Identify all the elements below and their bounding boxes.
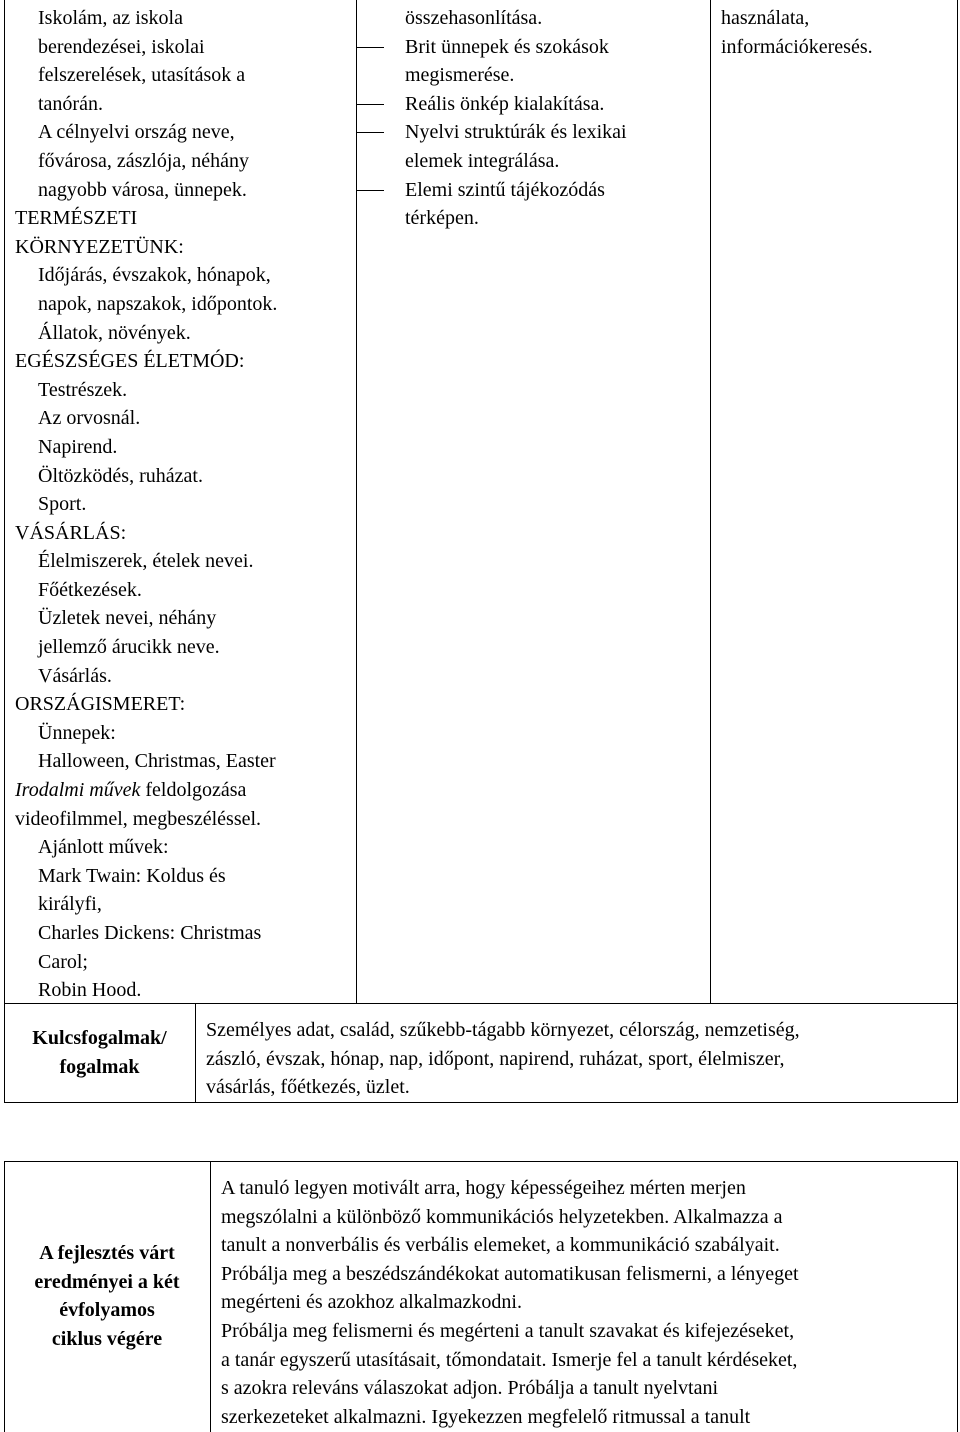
table2-right-border <box>957 1161 958 1432</box>
keywords-label <box>4 1024 195 1081</box>
table1-right-border <box>957 0 958 1103</box>
topic-line: Ajánlott művek: <box>38 836 169 859</box>
topic-line: Iskolám, az iskola <box>38 7 183 29</box>
topic-line: berendezései, iskolai <box>38 35 205 58</box>
topic-line: Irodalmi művek feldolgozása <box>15 779 247 802</box>
activity-line: használata, <box>721 7 810 29</box>
topic-line: Napirend. <box>38 435 118 458</box>
topic-line: Üzletek nevei, néhány <box>38 607 217 630</box>
outcome-line: Próbálja meg a beszédszándékokat automatikusan felismerni, a lényeget <box>221 1262 799 1285</box>
italic-phrase: Irodalmi művek <box>15 779 141 802</box>
topic-line: A célnyelvi ország neve, <box>38 121 235 144</box>
activities-column <box>721 4 955 61</box>
topic-line: EGÉSZSÉGES ÉLETMÓD: <box>15 350 245 373</box>
outcomes-label <box>4 1239 210 1353</box>
topic-line: Sport. <box>38 493 87 516</box>
outcomes-label-line: A fejlesztés várt <box>39 1242 175 1264</box>
goal-line: elemek integrálása. <box>405 149 560 172</box>
topic-line: Ünnepek: <box>38 721 116 744</box>
goal-line: Brit ünnepek és szokások <box>356 33 708 62</box>
topic-line: Az orvosnál. <box>38 407 141 430</box>
topic-line: fővárosa, zászlója, néhány <box>38 149 250 172</box>
topic-line: videofilmmel, megbeszéléssel. <box>15 807 262 830</box>
topic-line: Testrészek. <box>38 378 128 401</box>
topic-line: VÁSÁRLÁS: <box>15 521 127 544</box>
table2-top-border <box>4 1161 958 1162</box>
topic-line: Főétkezések. <box>38 578 142 601</box>
activity-line: információkeresés. <box>721 35 873 58</box>
topic-line: nagyobb városa, ünnepek. <box>38 178 247 201</box>
table1-left-border <box>4 0 5 1103</box>
topics-list <box>15 4 353 1005</box>
outcome-line: tanult a nonverbális és verbális elemeket, a kommunikáció szabályait. <box>221 1234 780 1257</box>
goal-line: térképen. <box>405 207 479 230</box>
activities-list <box>721 4 955 61</box>
topic-line: jellemző árucikk neve. <box>38 636 220 659</box>
topic-line: ORSZÁGISMERET: <box>15 693 186 716</box>
goal-line: Nyelvi struktúrák és lexikai <box>356 118 708 147</box>
topic-line: Állatok, növények. <box>38 321 191 344</box>
goals-list <box>356 4 708 233</box>
outcomes-label-line: eredményei a két <box>34 1270 180 1293</box>
keywords-line: Személyes adat, család, szűkebb-tágabb környezet, célország, nemzetiség, <box>206 1019 800 1041</box>
topic-line: KÖRNYEZETÜNK: <box>15 235 184 258</box>
keywords-line: zászló, évszak, hónap, nap, időpont, napirend, ruházat, sport, élelmiszer, <box>206 1047 785 1070</box>
outcome-line: A tanuló legyen motivált arra, hogy képességeihez mérten merjen <box>221 1177 746 1199</box>
topic-line: TERMÉSZETI <box>15 207 138 230</box>
topic-line: királyfi, <box>38 893 102 916</box>
goal-line: Elemi szintű tájékozódás <box>356 176 708 205</box>
keywords-text <box>206 1016 956 1102</box>
topic-line: tanórán. <box>38 92 103 115</box>
outcome-line: a tanár egyszerű utasításait, tőmondatait. Ismerje fel a tanult kérdéseket, <box>221 1348 798 1371</box>
topic-line: Időjárás, évszakok, hónapok, <box>38 264 271 287</box>
goal-line: megismerése. <box>405 64 515 87</box>
keywords-label-line: fogalmak <box>59 1055 140 1078</box>
outcomes-label-line: ciklus végére <box>51 1327 163 1350</box>
goals-column <box>356 4 708 233</box>
topic-line: Élelmiszerek, ételek nevei. <box>38 550 254 573</box>
topic-line: Mark Twain: Koldus és <box>38 864 226 887</box>
topic-line: Robin Hood. <box>38 979 142 1002</box>
keywords-line: vásárlás, főétkezés, üzlet. <box>206 1076 410 1099</box>
topic-line: napok, napszakok, időpontok. <box>38 292 278 315</box>
outcome-line: megérteni és azokhoz alkalmazkodni. <box>221 1291 522 1314</box>
topic-line: Öltözködés, ruházat. <box>38 464 203 487</box>
outcome-line: Próbálja meg felismerni és megérteni a tanult szavakat és kifejezéseket, <box>221 1319 795 1342</box>
outcomes-text <box>221 1174 955 1431</box>
topic-line: Vásárlás. <box>38 664 112 687</box>
outcome-line: szerkezeteket alkalmazni. Igyekezzen megfelelő ritmussal a tanult <box>221 1405 751 1428</box>
goal-line: összehasonlítása. <box>405 7 543 29</box>
topic-line: Halloween, Christmas, Easter <box>38 750 276 773</box>
goal-line: Reális önkép kialakítása. <box>356 90 708 119</box>
table1-bottom-border <box>4 1102 958 1103</box>
topic-line: felszerelések, utasítások a <box>38 64 246 87</box>
topics-column <box>15 4 353 1005</box>
topic-line: Charles Dickens: Christmas <box>38 922 262 944</box>
topic-line: Carol; <box>38 950 88 973</box>
outcomes-label-line: évfolyamos <box>59 1299 155 1322</box>
outcome-line: megszólalni a különböző kommunikációs helyzetekben. Alkalmazza a <box>221 1205 783 1228</box>
table1-keyword-divider <box>195 1003 196 1103</box>
table2-col-divider <box>210 1161 211 1432</box>
table1-col-divider-2 <box>710 0 711 1003</box>
outcome-line: s azokra releváns válaszokat adjon. Próbálja a tanult nyelvtani <box>221 1377 719 1400</box>
keywords-label-line: Kulcsfogalmak/ <box>32 1027 167 1049</box>
